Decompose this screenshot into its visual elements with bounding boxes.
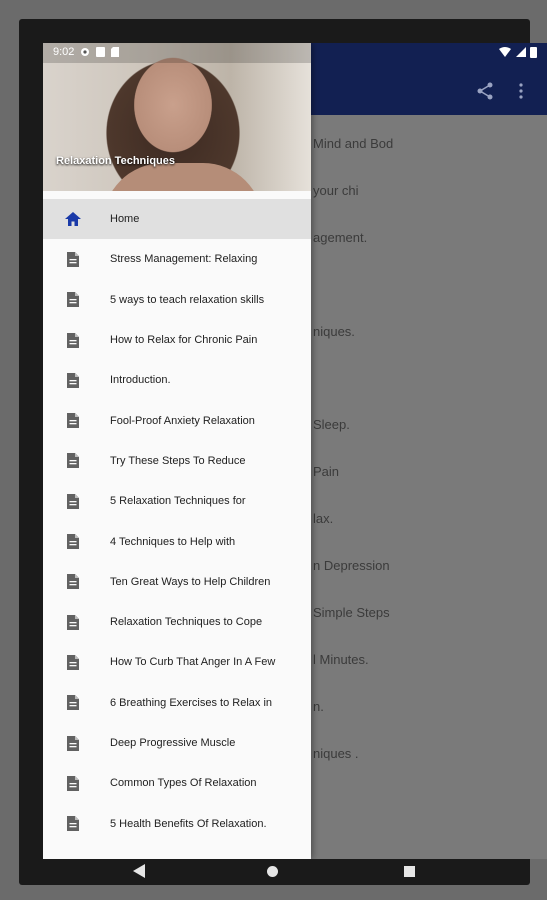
drawer-item-label: Fool-Proof Anxiety Relaxation [110,414,255,427]
drawer-item-label: 5 Health Benefits Of Relaxation. [110,817,267,830]
battery-icon [530,46,537,58]
drawer-item[interactable] [43,723,311,763]
drawer-item[interactable] [43,280,311,320]
drawer-item-label: Stress Management: Relaxing [110,253,258,266]
sd-card-icon [111,47,119,57]
background-item[interactable]: Simple Steps [313,605,390,620]
drawer-title: Relaxation Techniques [56,155,175,167]
document-icon [65,816,81,832]
signal-icon [515,46,526,58]
drawer-item[interactable] [43,763,311,803]
document-icon [65,332,81,348]
document-icon [65,654,81,670]
document-icon [65,413,81,429]
document-icon [65,292,81,308]
drawer-item[interactable] [43,683,311,723]
document-icon [65,453,81,469]
system-nav-bar [19,859,530,885]
drawer-item-label: How To Curb That Anger In A Few [110,656,276,669]
settings-icon [80,47,90,57]
drawer-item-label: Deep Progressive Muscle [110,737,236,749]
drawer-item-label: Introduction. [110,374,171,387]
drawer-item-label: 5 ways to teach relaxation skills [110,293,265,306]
background-item[interactable]: lax. [313,511,334,526]
drawer-item-label: Home [110,213,140,226]
background-item[interactable]: niques. [313,324,355,339]
screen [43,43,547,859]
background-item[interactable]: Sleep. [313,417,350,432]
status-time: 9:02 [53,46,75,58]
drawer-item[interactable] [43,239,311,279]
notification-icon [96,47,105,57]
share-icon[interactable] [475,81,495,101]
background-item[interactable]: niques . [313,746,359,761]
background-item[interactable]: agement. [313,230,368,245]
drawer-item-label: Ten Great Ways to Help Children [110,575,271,588]
back-icon[interactable] [133,864,145,878]
drawer-item-label: Relaxation Techniques to Cope [110,616,263,629]
drawer-item[interactable] [43,441,311,481]
drawer-item[interactable] [43,400,311,440]
navigation-drawer [43,43,311,859]
drawer-item[interactable] [43,562,311,602]
background-item[interactable]: Pain [313,464,340,479]
drawer-item-label: How to Relax for Chronic Pain [110,334,258,347]
device-frame [19,19,530,885]
background-item[interactable]: Mind and Bod [313,136,394,151]
drawer-item-label: 6 Breathing Exercises to Relax in [110,696,273,709]
document-icon [65,775,81,791]
document-icon [65,614,81,630]
drawer-item-label: Common Types Of Relaxation [110,777,257,790]
drawer-item[interactable] [43,642,311,682]
status-left [53,46,119,58]
document-icon [65,574,81,590]
background-item[interactable]: l Minutes. [313,652,369,667]
drawer-item-label: Try These Steps To Reduce [110,454,246,467]
document-icon [65,372,81,388]
document-icon [65,735,81,751]
drawer-item[interactable] [43,360,311,400]
recents-icon[interactable] [404,866,415,877]
more-options-icon[interactable] [517,81,525,101]
background-item[interactable]: your chi [313,183,359,198]
drawer-item-label: 5 Relaxation Techniques for [110,495,246,508]
status-icons [499,46,537,58]
home-icon [65,211,81,227]
wifi-icon [499,46,511,58]
drawer-item[interactable] [43,602,311,642]
background-item[interactable]: n. [313,699,324,714]
drawer-item[interactable] [43,803,311,843]
drawer-item-home[interactable] [43,199,311,239]
document-icon [65,493,81,509]
document-icon [65,534,81,550]
drawer-item[interactable] [43,320,311,360]
document-icon [65,251,81,267]
drawer-menu [43,199,311,844]
drawer-item-label: 4 Techniques to Help with [110,535,236,548]
document-icon [65,695,81,711]
drawer-item[interactable] [43,521,311,561]
background-item[interactable]: n Depression [313,558,390,573]
drawer-header-image [43,43,311,191]
home-nav-icon[interactable] [267,866,278,877]
photo-shoulders [103,163,263,191]
drawer-item[interactable] [43,481,311,521]
